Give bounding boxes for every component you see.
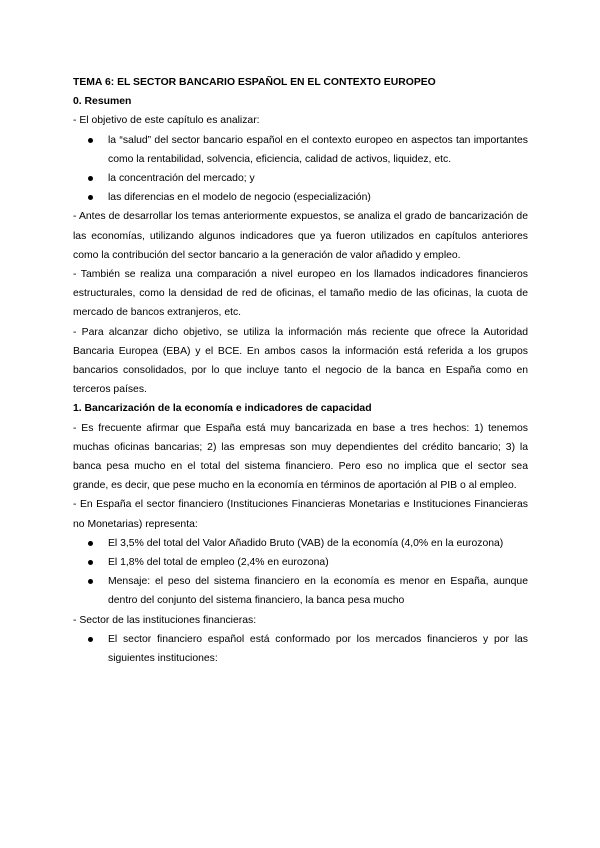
paragraph: - También se realiza una comparación a nivel europeo en los llamados indicadores financieros estructurales, como la densidad de red de oficinas, el tamaño medio de las oficinas, la cuota de mercado de bancos extranjeros, etc. <box>73 269 528 319</box>
bullet-icon <box>88 138 93 143</box>
document-body <box>73 73 528 668</box>
section-heading-resumen: 0. Resumen <box>73 96 132 108</box>
paragraph: - Es frecuente afirmar que España está muy bancarizada en base a tres hechos: 1) tenemos muchas oficinas bancarias; 2) las empresas son muy dependientes del crédito bancario; 3) la banca pesa mucho en el total del sistema financiero. Pero eso no implica que el sector sea grande, es decir, que pese mucho en la economía en términos de aportación al PIB o al empleo. <box>73 422 528 492</box>
list-item: El 3,5% del total del Valor Añadido Bruto (VAB) de la economía (4,0% en la eurozona) <box>73 534 528 553</box>
bullet-icon <box>88 579 93 584</box>
paragraph: - Antes de desarrollar los temas anteriormente expuestos, se analiza el grado de bancarización de las economías, utilizando algunos indicadores que ya fueron utilizados en capítulos anteriores como la contribución del sector bancario a la generación de valor añadido y empleo. <box>73 211 528 261</box>
list-item: Mensaje: el peso del sistema financiero en la economía es menor en España, aunque dentro del conjunto del sistema financiero, la banca pesa mucho <box>73 572 528 610</box>
paragraph: - En España el sector financiero (Instituciones Financieras Monetarias e Instituciones Financieras no Monetarias) representa: <box>73 499 528 530</box>
document-title: TEMA 6: EL SECTOR BANCARIO ESPAÑOL EN EL CONTEXTO EUROPEO <box>73 77 436 88</box>
list-item: la concentración del mercado; y <box>73 169 528 188</box>
bullet-icon <box>88 560 93 565</box>
bullet-icon <box>88 195 93 200</box>
bullet-icon <box>88 176 93 181</box>
bullet-icon <box>88 637 93 642</box>
list-item: la “salud” del sector bancario español en el contexto europeo en aspectos tan importantes como la rentabilidad, solvencia, eficiencia, calidad de activos, liquidez, etc. <box>73 131 528 169</box>
bullet-icon <box>88 541 93 546</box>
paragraph: - Para alcanzar dicho objetivo, se utiliza la información más reciente que ofrece la Autoridad Bancaria Europea (EBA) y el BCE. En ambos casos la información está referida a los grupos bancarios consolidados, por lo que incluye tanto el negocio de la banca en España como en terceros países. <box>73 326 528 396</box>
list-item: las diferencias en el modelo de negocio (especialización) <box>73 188 528 207</box>
paragraph: - El objetivo de este capítulo es analizar: <box>73 115 260 127</box>
paragraph: - Sector de las instituciones financieras: <box>73 614 257 626</box>
section-heading-bancarizacion: 1. Bancarización de la economía e indicadores de capacidad <box>73 403 372 415</box>
bullet-list <box>73 534 528 611</box>
list-item: El sector financiero español está conformado por los mercados financieros y por las siguientes instituciones: <box>73 630 528 668</box>
bullet-list <box>73 630 528 668</box>
list-item: El 1,8% del total de empleo (2,4% en eurozona) <box>73 553 528 572</box>
bullet-list <box>73 131 528 208</box>
